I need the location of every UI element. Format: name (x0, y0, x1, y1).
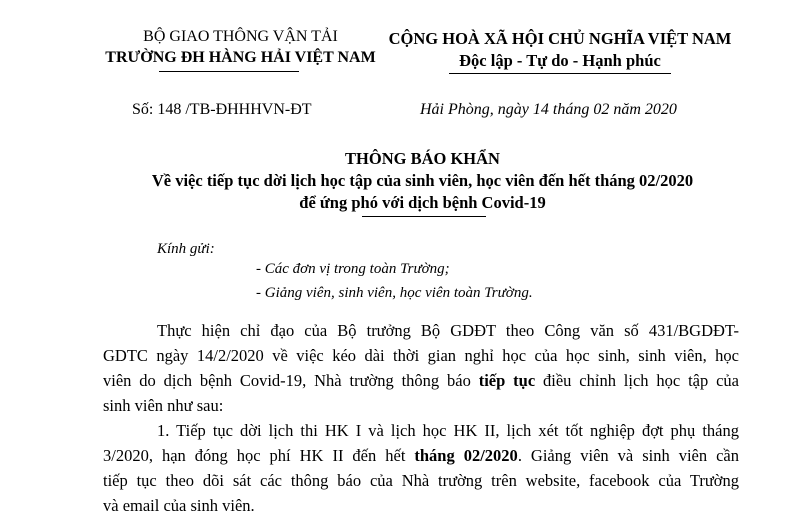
national-motto: Độc lập - Tự do - Hạnh phúc (459, 51, 661, 70)
document-number: Số: 148 /TB-ĐHHHVN-ĐT (132, 101, 312, 118)
document-date: Hải Phòng, ngày 14 tháng 02 năm 2020 (420, 101, 677, 118)
title-underline (362, 216, 486, 217)
body-paragraph-1 (103, 318, 739, 418)
paragraph-line: sinh viên như sau: (103, 396, 224, 415)
emphasis-text: tiếp tục (478, 371, 536, 390)
country-name: CỘNG HOÀ XÃ HỘI CHỦ NGHĨA VIỆT NAM (388, 29, 732, 48)
notice-subtitle-line-1: Về việc tiếp tục dời lịch học tập của sinh viên, học viên đến hết tháng 02/2020 (151, 171, 694, 190)
paragraph-line: Thực hiện chỉ đạo của Bộ trưởng Bộ GDĐT theo Công văn số 431/BGDĐT- (157, 321, 739, 340)
text-run: viên do dịch bệnh Covid-19, Nhà trường thông báo (103, 371, 479, 390)
notice-subtitle-line-2: để ứng phó với dịch bệnh Covid-19 (299, 193, 546, 212)
recipient-1: - Các đơn vị trong toàn Trường; (256, 261, 450, 277)
body-paragraph-2 (103, 418, 739, 518)
greeting-label: Kính gửi: (157, 241, 215, 257)
issuer-block (68, 26, 413, 68)
paragraph-line (103, 368, 739, 393)
title-block (0, 148, 805, 214)
ministry-name: BỘ GIAO THÔNG VẬN TẢI (143, 28, 338, 45)
recipient-2: - Giảng viên, sinh viên, học viên toàn Trường. (256, 285, 533, 301)
text-run: 3/2020, hạn đóng học phí HK II đến hết (103, 446, 415, 465)
text-run: . Giảng viên và sinh viên cần (517, 446, 739, 465)
paragraph-line: GDTC ngày 14/2/2020 về việc kéo dài thời gian nghỉ học của học sinh, sinh viên, học (103, 346, 739, 365)
emphasis-text: tháng 02/2020 (414, 446, 518, 465)
motto-underline (449, 73, 671, 74)
paragraph-line: và email của sinh viên. (103, 496, 255, 515)
national-header-block (374, 28, 746, 72)
issuer-underline (159, 71, 299, 72)
paragraph-line: tiếp tục theo dõi sát các thông báo của Nhà trường trên website, facebook của Trường (103, 471, 739, 490)
paragraph-line (103, 443, 739, 468)
university-name: TRƯỜNG ĐH HÀNG HẢI VIỆT NAM (105, 49, 376, 66)
notice-title: THÔNG BÁO KHẨN (345, 149, 500, 168)
paragraph-line: 1. Tiếp tục dời lịch thi HK I và lịch học HK II, lịch xét tốt nghiệp đợt phụ tháng (157, 421, 739, 440)
text-run: điều chỉnh lịch học tập của (535, 371, 739, 390)
